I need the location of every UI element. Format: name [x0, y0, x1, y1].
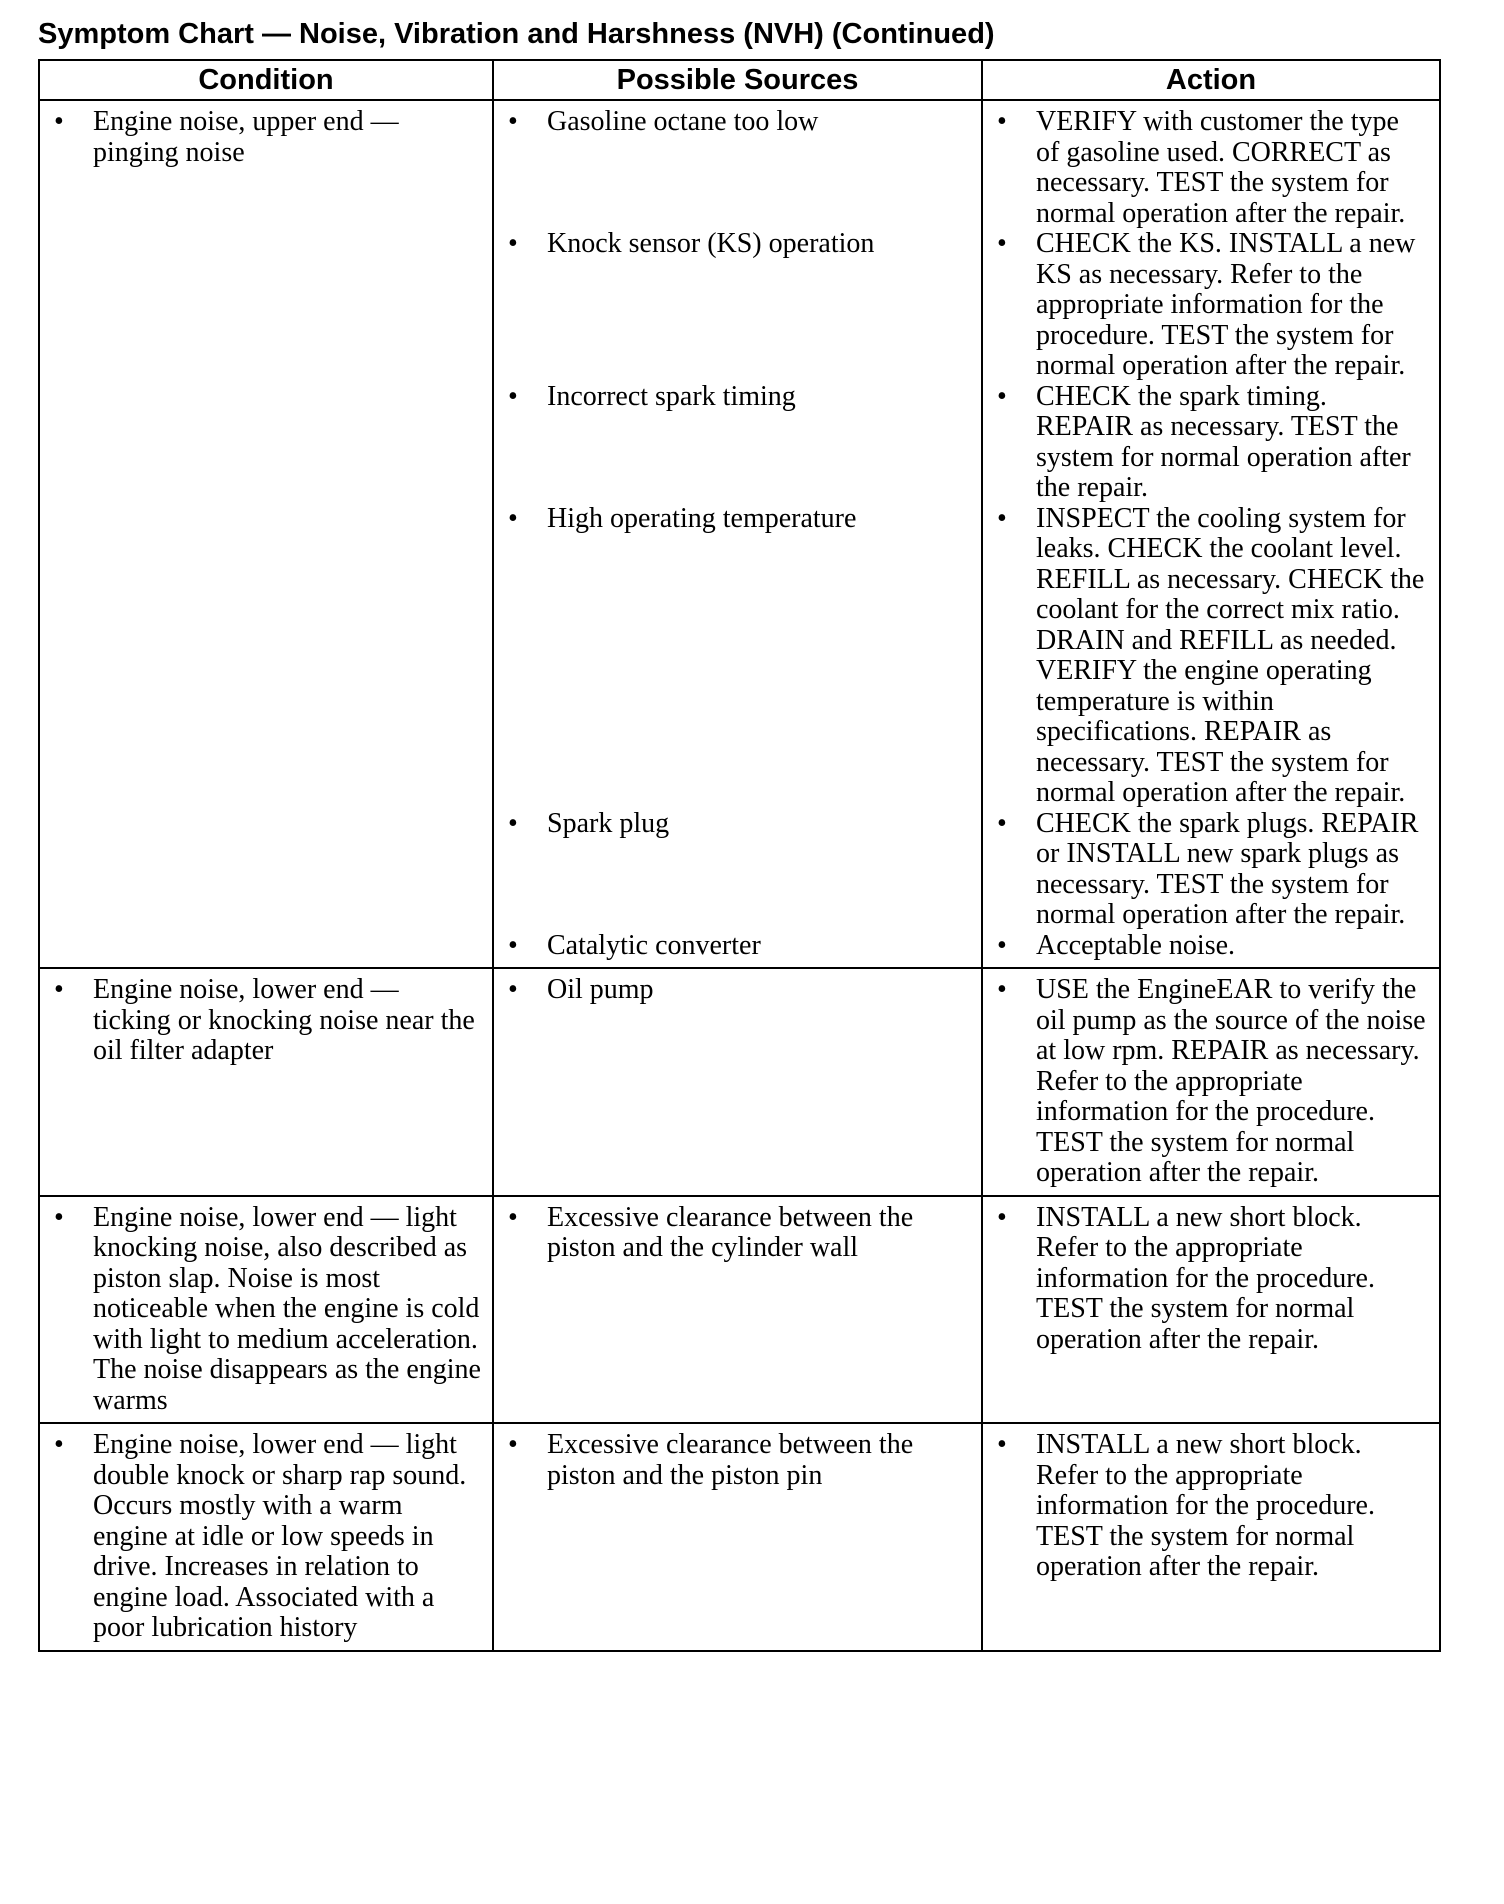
bullet-marker: • [508, 1201, 518, 1233]
action-item [993, 1430, 1429, 1583]
source-item [504, 229, 971, 260]
bullet-marker: • [997, 1201, 1007, 1233]
action-item-text: INSTALL a new short block. Refer to the appropriate information for the procedure. TEST the system for normal operation after the repair. [1036, 1201, 1375, 1355]
action-item-text: INSPECT the cooling system for leaks. CHECK the coolant level. REFILL as necessary. CHECK the coolant for the correct mix ratio. DRAIN and REFILL as needed. VERIFY the engine operating temperature is within specifications. REPAIR as necessary. TEST the system for normal operation after the repair. [1036, 502, 1425, 808]
bullet-marker: • [997, 1429, 1007, 1460]
column-header-possible-sources: Possible Sources [493, 60, 982, 100]
action-cell [982, 1196, 1440, 1424]
bullet-marker: • [508, 381, 518, 412]
bullet-marker: • [54, 106, 64, 137]
source-item [504, 504, 971, 535]
source-item-text: Excessive clearance between the piston and the cylinder wall [547, 1201, 914, 1263]
bullet-marker: • [54, 1429, 64, 1460]
bullet-marker: • [508, 929, 518, 961]
bullet-marker: • [508, 974, 518, 1005]
condition-item [50, 107, 482, 168]
action-item-text: INSTALL a new short block. Refer to the appropriate information for the procedure. TEST the system for normal operation after the repair. [1036, 1429, 1375, 1582]
action-cell [982, 100, 1440, 968]
source-item-text: Gasoline octane too low [547, 106, 819, 137]
condition-cell [39, 100, 493, 968]
symptom-chart-table [38, 59, 1441, 1652]
source-item [504, 809, 971, 840]
table-header-row [39, 60, 1440, 100]
bullet-marker: • [54, 974, 64, 1005]
source-item [504, 382, 971, 413]
source-item-text: Knock sensor (KS) operation [547, 227, 875, 259]
bullet-marker: • [997, 929, 1007, 961]
action-item [993, 504, 1429, 809]
action-cell [982, 968, 1440, 1196]
source-item-text: Incorrect spark timing [547, 381, 796, 412]
bullet-marker: • [508, 227, 518, 259]
source-item [504, 1430, 971, 1491]
action-item [993, 975, 1429, 1189]
bullet-marker: • [997, 974, 1007, 1005]
bullet-marker: • [997, 380, 1007, 412]
source-item-text: Catalytic converter [547, 929, 761, 961]
bullet-marker: • [508, 502, 518, 534]
action-item-text: Acceptable noise. [1036, 929, 1236, 961]
source-item [504, 1203, 971, 1264]
condition-cell [39, 1196, 493, 1424]
action-item-text: USE the EngineEAR to verify the oil pump as the source of the noise at low rpm. REPAIR as necessary. Refer to the appropriate information for the procedure. TEST the system for normal operation after the repair. [1036, 974, 1426, 1188]
source-item [504, 931, 971, 962]
source-item [504, 975, 971, 1006]
condition-item [50, 1203, 482, 1417]
action-item [993, 229, 1429, 382]
bullet-marker: • [997, 106, 1007, 137]
bullet-marker: • [508, 1429, 518, 1460]
possible-sources-cell [493, 1196, 982, 1424]
action-item [993, 1203, 1429, 1356]
source-item-text: High operating temperature [547, 502, 857, 534]
column-header-condition: Condition [39, 60, 493, 100]
condition-item [50, 1430, 482, 1644]
bullet-marker: • [508, 808, 518, 839]
action-item [993, 809, 1429, 931]
table-row [39, 968, 1440, 1196]
condition-item-text: Engine noise, upper end — pinging noise [93, 106, 399, 168]
table-row [39, 1196, 1440, 1424]
condition-cell [39, 1423, 493, 1651]
action-item [993, 382, 1429, 504]
page-title: Symptom Chart — Noise, Vibration and Harshness (NVH) (Continued) [38, 18, 995, 50]
possible-sources-cell [493, 968, 982, 1196]
condition-cell [39, 968, 493, 1196]
condition-item-text: Engine noise, lower end — light double knock or sharp rap sound. Occurs mostly with a warm engine at idle or low speeds in drive. Increases in relation to engine load. Associated with a poor lubrication history [93, 1429, 467, 1643]
bullet-marker: • [997, 502, 1007, 534]
action-cell [982, 1423, 1440, 1651]
table-row [39, 100, 1440, 968]
action-item [993, 107, 1429, 229]
action-item-text: CHECK the spark timing. REPAIR as necessary. TEST the system for normal operation after the repair. [1036, 380, 1411, 503]
bullet-marker: • [54, 1201, 64, 1233]
column-header-action: Action [982, 60, 1440, 100]
condition-item-text: Engine noise, lower end — light knocking noise, also described as piston slap. Noise is most noticeable when the engine is cold with light to medium acceleration. The noise disappears as the engine warms [93, 1201, 481, 1416]
source-item-text: Spark plug [547, 808, 670, 839]
action-item-text: VERIFY with customer the type of gasoline used. CORRECT as necessary. TEST the system for normal operation after the repair. [1036, 106, 1406, 229]
condition-item [50, 975, 482, 1067]
source-item-text: Oil pump [547, 974, 654, 1005]
condition-item-text: Engine noise, lower end — ticking or knocking noise near the oil filter adapter [93, 974, 475, 1066]
source-item [504, 107, 971, 138]
bullet-marker: • [997, 807, 1007, 839]
table-row [39, 1423, 1440, 1651]
action-item-text: CHECK the spark plugs. REPAIR or INSTALL new spark plugs as necessary. TEST the system for normal operation after the repair. [1036, 807, 1419, 930]
possible-sources-cell [493, 100, 982, 968]
possible-sources-cell [493, 1423, 982, 1651]
document-page [38, 16, 1438, 1652]
bullet-marker: • [508, 106, 518, 137]
action-item [993, 931, 1429, 962]
action-item-text: CHECK the KS. INSTALL a new KS as necessary. Refer to the appropriate information for the procedure. TEST the system for normal operation after the repair. [1036, 228, 1416, 381]
source-item-text: Excessive clearance between the piston and the piston pin [547, 1429, 914, 1491]
bullet-marker: • [997, 228, 1007, 259]
